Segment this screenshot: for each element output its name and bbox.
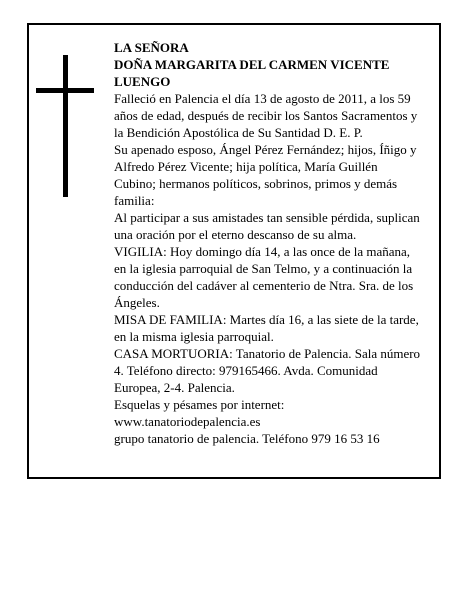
notice-title: LA SEÑORA (114, 40, 189, 55)
vigil-details: VIGILIA: Hoy domingo día 14, a las once de la mañana, en la iglesia parroquial de San Telmo, y a continuación la conducción del cadáver al cementerio de Ntra. Sra. de los Ángeles. (114, 244, 414, 310)
notice-text (114, 39, 422, 447)
latin-cross-icon (36, 55, 94, 197)
cross-horizontal-bar (36, 88, 94, 93)
prayer-request: Al participar a sus amistades tan sensible pérdida, suplican una oración por el eterno descanso de su alma. (114, 210, 420, 242)
family-mass-details: MISA DE FAMILIA: Martes día 16, a las siete de la tarde, en la misma iglesia parroquial. (114, 312, 419, 344)
death-announcement: Falleció en Palencia el día 13 de agosto de 2011, a los 59 años de edad, después de recibir los Santos Sacramentos y la Bendición Apostólica de Su Santidad D. E. P. (114, 91, 418, 140)
funeral-group-phone: grupo tanatorio de palencia. Teléfono 979 16 53 16 (114, 431, 380, 446)
family-mourners: Su apenado esposo, Ángel Pérez Fernández; hijos, Íñigo y Alfredo Pérez Vicente; hija política, María Guillén Cubino; hermanos políticos, sobrinos, primos y demás familia: (114, 142, 417, 208)
funeral-home-website: www.tanatoriodepalencia.es (114, 414, 261, 429)
deceased-name: DOÑA MARGARITA DEL CARMEN VICENTE LUENGO (114, 57, 390, 89)
funeral-home-details: CASA MORTUORIA: Tanatorio de Palencia. Sala número 4. Teléfono directo: 979165466. Avda. Comunidad Europea, 2-4. Palencia. (114, 346, 421, 395)
internet-condolences-label: Esquelas y pésames por internet: (114, 397, 285, 412)
cross-vertical-bar (63, 55, 68, 197)
